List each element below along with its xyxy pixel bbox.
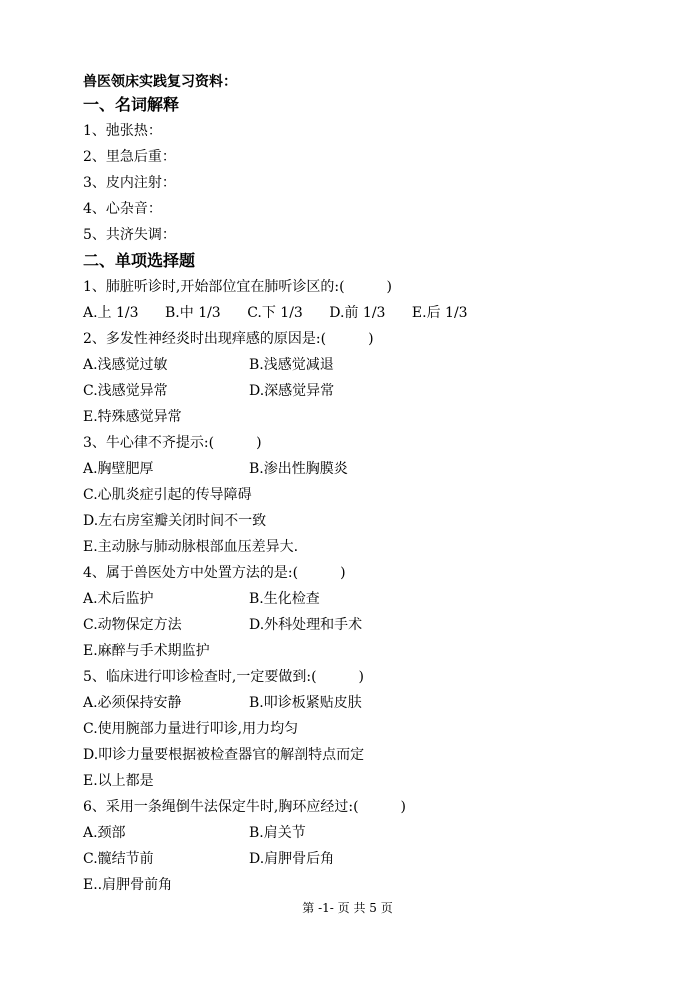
option: E.后 1/3 [411,305,468,321]
option: E..肩胛骨前角 [83,877,173,893]
option: D.左右房室瓣关闭时间不一致 [83,513,267,529]
option: D.前 1/3 [329,305,386,321]
options-row [83,846,643,872]
section-heading-choice: 二、单项选择题 [83,251,196,270]
option: B.叩诊板紧贴皮肤 [249,695,362,711]
option: B.中 1/3 [165,305,221,321]
options-row [83,456,643,482]
option: C.下 1/3 [247,305,303,321]
term-item: 3、皮内注射： [83,175,176,191]
option: A.术后监护 [83,591,154,607]
question-stem: 3、牛心律不齐提示:( ) [83,435,262,451]
option: C.心肌炎症引起的传导障碍 [83,487,252,503]
page-footer: 第 -1- 页 共 5 页 [302,901,393,915]
term-item: 4、心杂音： [83,201,162,217]
options-row [83,690,643,716]
option: E.麻醉与手术期监护 [83,643,210,659]
option: D.外科处理和手术 [249,617,363,633]
options-row [83,300,643,326]
document-title: 兽医领床实践复习资料： [83,74,237,90]
options-row [83,586,643,612]
option: A.上 1/3 [83,305,139,321]
option: D.深感觉异常 [249,383,335,399]
option: C.动物保定方法 [83,617,182,633]
option: B.浅感觉减退 [249,357,334,373]
option: A.必须保持安静 [83,695,182,711]
question-stem: 6、采用一条绳倒牛法保定牛时,胸环应经过:( ) [83,799,406,815]
option: A.颈部 [83,825,126,841]
option: D.肩胛骨后角 [249,851,335,867]
options-row [83,378,643,404]
options-row [83,820,643,846]
question-stem: 1、肺脏听诊时,开始部位宜在肺听诊区的:( ) [83,279,392,295]
option: B.生化检查 [249,591,320,607]
option: A.浅感觉过敏 [83,357,168,373]
option: C.浅感觉异常 [83,383,168,399]
term-item: 2、里急后重： [83,149,176,165]
question-stem: 4、属于兽医处方中处置方法的是:( ) [83,565,346,581]
options-row [83,352,643,378]
question-stem: 5、临床进行叩诊检查时,一定要做到:( ) [83,669,364,685]
option: C.髋结节前 [83,851,154,867]
question-stem: 2、多发性神经炎时出现痒感的原因是:( ) [83,331,374,347]
option: D.叩诊力量要根据被检查器官的解剖特点而定 [83,747,365,763]
option: E.以上都是 [83,773,154,789]
document-body [83,72,643,898]
option: E.特殊感觉异常 [83,409,182,425]
option: A.胸壁肥厚 [83,461,154,477]
term-item: 5、共济失调： [83,227,176,243]
term-item: 1、弛张热： [83,123,162,139]
option: B.肩关节 [249,825,306,841]
option: C.使用腕部力量进行叩诊,用力均匀 [83,721,299,737]
options-row [83,612,643,638]
section-heading-terms: 一、名词解释 [83,95,180,114]
option: E.主动脉与肺动脉根部血压差异大. [83,539,299,555]
option: B.渗出性胸膜炎 [249,461,348,477]
